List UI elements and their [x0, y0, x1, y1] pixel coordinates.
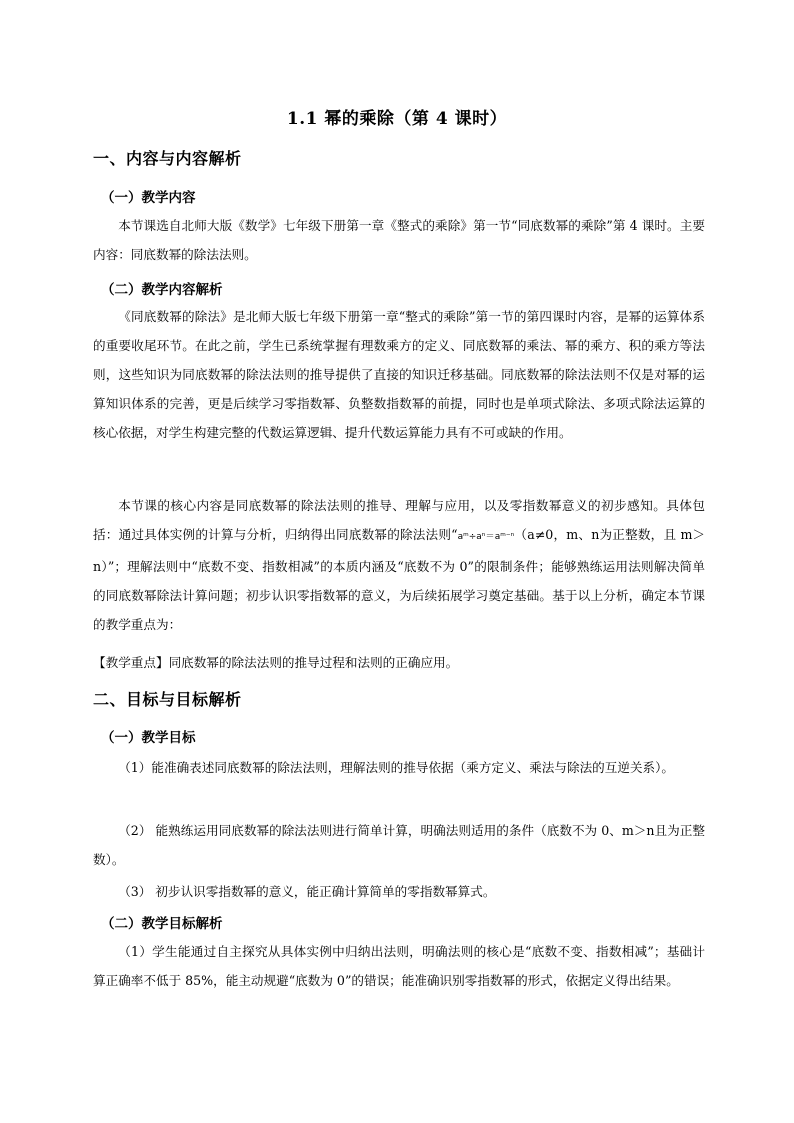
section-heading-goal-analysis: 二、目标与目标解析 — [93, 690, 242, 709]
division-rule-formula: aᵐ÷aⁿ＝aᵐ⁻ⁿ — [457, 532, 515, 542]
paragraph-text-part-2: （a≠0，m、n为正整数，且 m＞n）”；理解法则中“底数不变、指数相减”的本质内涵及“底数不为 0”的限制条件；能够熟练运用法则解决简单的同底数幂除法计算问题；初步认识零指数幂的意义，为后续拓展学习奠定基础。基于以上分析，确定本节课的教学重点为： — [93, 527, 705, 632]
goal-item-2: （2） 能熟练运用同底数幂的除法法则进行简单计算，明确法则适用的条件（底数不为 0、m＞n且为正整数）。 — [93, 823, 705, 867]
section-heading-content-analysis: 一、内容与内容解析 — [93, 149, 242, 168]
subheading-teaching-content: （一）教学内容 — [101, 190, 196, 206]
subheading-teaching-goals: （一）教学目标 — [101, 730, 196, 746]
paragraph-content-analysis-2 — [93, 491, 705, 639]
paragraph-text-part-1: 本节课的核心内容是同底数幂的除法法则的推导、理解与应用，以及零指数幂意义的初步感知。具体包括：通过具体实例的计算与分析，归纳得出同底数幂的除法法则“ — [93, 498, 705, 542]
key-point-line: 【教学重点】同底数幂的除法法则的推导过程和法则的正确应用。 — [93, 655, 459, 670]
subheading-content-analysis: （二）教学内容解析 — [101, 282, 223, 298]
paragraph-teaching-content: 本节课选自北师大版《数学》七年级下册第一章《整式的乘除》第一节“同底数幂的乘除”第 4 课时。主要内容：同底数幂的除法法则。 — [93, 218, 705, 262]
goal-item-3: （3） 初步认识零指数幂的意义，能正确计算简单的零指数幂算式。 — [118, 884, 496, 899]
goal-analysis-item-1: （1）学生能通过自主探究从具体实例中归纳出法则，明确法则的核心是“底数不变、指数相减”；基础计算正确率不低于 85%，能主动规避“底数为 0”的错误；能准确识别零指数幂的形式，依据定义得出结果。 — [93, 944, 705, 988]
subheading-goal-analysis: （二）教学目标解析 — [101, 916, 223, 932]
document-title: 1.1 幂的乘除（第 4 课时） — [286, 109, 508, 129]
goal-item-1: （1）能准确表述同底数幂的除法法则，理解法则的推导依据（乘方定义、乘法与除法的互逆关系）。 — [118, 760, 675, 775]
paragraph-content-analysis-1: 《同底数幂的除法》是北师大版七年级下册第一章“整式的乘除”第一节的第四课时内容，是幂的运算体系的重要收尾环节。在此之前，学生已系统掌握有理数乘方的定义、同底数幂的乘法、幂的乘方、积的乘方等法则，这些知识为同底数幂的除法法则的推导提供了直接的知识迁移基础。同底数幂的除法法则不仅是对幂的运算知识体系的完善，更是后续学习零指数幂、负整数指数幂的前提，同时也是单项式除法、多项式除法运算的核心依据，对学生构建完整的代数运算逻辑、提升代数运算能力具有不可或缺的作用。 — [93, 309, 705, 440]
